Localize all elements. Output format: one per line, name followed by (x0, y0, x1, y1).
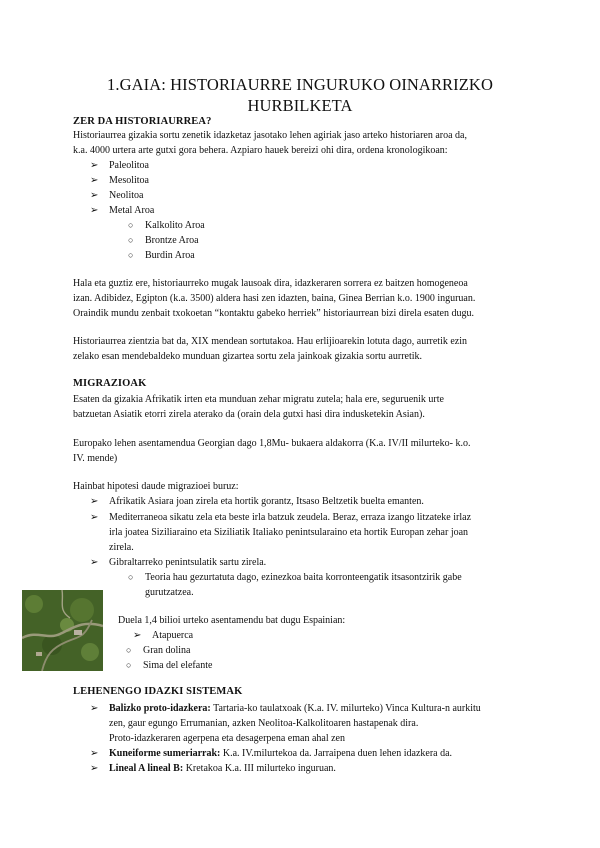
sub-list-item: ○ Brontze Aroa (128, 235, 199, 246)
sub-list-item (128, 570, 528, 600)
heading-migrazioak: MIGRAZIOAK (73, 378, 147, 389)
paragraph (73, 276, 528, 321)
heading-historiaurrea: ZER DA HISTORIAURREA? (73, 116, 212, 127)
arrow-bullet-icon: ➢ (90, 748, 99, 759)
list-item: ➢ Kuneiforme sumeriarrak: K.a. IV.milurtekoa da. Jarraipena duen lehen idazkera da. (90, 748, 453, 759)
text-line: Europako lehen asentamendua Georgian dago 1,8Mu- bukaera aldakorra (K.a. IV/II milurteko- k.o. (73, 438, 471, 449)
sub-list-item: ○ Kalkolito Aroa (128, 220, 205, 231)
arrow-bullet-icon: ➢ (90, 763, 99, 774)
arrow-bullet-icon: ➢ (90, 160, 99, 171)
arrow-bullet-icon: ➢ (90, 512, 99, 523)
list-item: ➢ Lineal A lineal B: Kretakoa K.a. III milurteko inguruan. (90, 763, 336, 774)
text-line: zelako esan mendebaldeko munduan gizartea sortu zela jainkoak gizakia sortu aurretik. (73, 351, 423, 362)
arrow-bullet-icon: ➢ (90, 496, 99, 507)
list-item: ➢ Mesolitoa (90, 175, 149, 186)
text-line: Balizko proto-idazkera: Tartaria-ko taulatxoak (K.a. IV. milurteko) Vinca Kultura-n aurkitu (109, 703, 481, 714)
arrow-bullet-icon: ➢ (90, 557, 99, 568)
circle-bullet-icon: ○ (128, 235, 134, 245)
text-line: Historiaurrea gizakia sortu zenetik idazketaz jasotako lehen agiriak jaso arteko historiaren aroa da, (73, 130, 467, 141)
intro-paragraph (73, 128, 528, 158)
text-line: irla joatea Siziliaraino eta Siziliatik Italiako penintsularaino eta hortik Europan zehar joan (109, 527, 469, 538)
text-line: batzuetan Asiatik etorri zirela aterako da (orain dela gutxi hasi dira indusketekin Asian). (73, 409, 425, 420)
arrow-bullet-icon: ➢ (90, 175, 99, 186)
text-line: Hala eta guztiz ere, historiaurreko mugak lausoak dira, idazkeraren sorrera ez baitzen homogeneoa (73, 278, 468, 289)
arrow-bullet-icon: ➢ (90, 190, 99, 201)
list-item (90, 701, 528, 746)
text-line: Teoria hau gezurtatuta dago, ezinezkoa baita korronteengatik itsasontzirik gabe (145, 572, 462, 583)
map-image (22, 590, 103, 671)
paragraph (73, 334, 528, 364)
circle-bullet-icon: ○ (126, 660, 132, 670)
sub-list-item: ○ Sima del elefante (126, 660, 213, 671)
circle-bullet-icon: ○ (128, 250, 134, 260)
list-item (90, 510, 528, 555)
title-line-2: HURBILKETA (247, 96, 353, 115)
page-title (60, 74, 540, 116)
arrow-bullet-icon: ➢ (90, 205, 99, 216)
text-line: Proto-idazkeraren agerpena eta desagerpena eman ahal zen (109, 733, 345, 744)
circle-bullet-icon: ○ (128, 220, 134, 230)
text-line: izan. Adibidez, Egipton (k.a. 3500) aldera hasi zen idazten, baina, Ginea Berrian k.o. 1900 inguruan. (73, 293, 476, 304)
text-line: gurutzatzea. (145, 587, 194, 598)
list-item: ➢ Afrikatik Asiara joan zirela eta hortik gorantz, Itsaso Beltzetik buelta emanten. (90, 496, 424, 507)
title-line-1: 1.GAIA: HISTORIAURRE INGURUKO OINARRIZKO (107, 75, 493, 94)
text-line: Mediterraneoa sikatu zela eta beste irla batzuk zeudela. Beraz, erraza izango litzateke irlaz (109, 512, 472, 523)
text-line: Oraindik mundu zenbait txokoetan “kontaktu gabeko herriek” historiaurrean bizi direla esaten dugu. (73, 308, 474, 319)
paragraph: Hainbat hipotesi daude migrazioei buruz: (73, 481, 239, 492)
heading-idazki-sistemak: LEHENENGO IDAZKI SISTEMAK (73, 686, 243, 697)
list-item: ➢ Atapuerca (133, 630, 194, 641)
sub-list-item: ○ Gran dolina (126, 645, 191, 656)
paragraph (73, 392, 528, 422)
list-item: ➢ Paleolitoa (90, 160, 149, 171)
text-line: Historiaurrea zientzia bat da, XIX mendean sortutakoa. Hau erlijioarekin lotuta dago, aurretik ezin (73, 336, 468, 347)
paragraph (73, 436, 528, 466)
sub-list-item: ○ Burdin Aroa (128, 250, 195, 261)
text-line: zirela. (109, 542, 134, 553)
text-line: k.a. 4000 urtera arte gutxi gora behera. Azpiaro hauek bereizi ohi dira, ordena kronologikoan: (73, 145, 448, 156)
circle-bullet-icon: ○ (126, 645, 132, 655)
list-item: ➢ Metal Aroa (90, 205, 155, 216)
satellite-map-icon (22, 590, 103, 671)
arrow-bullet-icon: ➢ (90, 703, 99, 714)
list-item: ➢ Gibraltarreko penintsulatik sartu zirela. (90, 557, 267, 568)
circle-bullet-icon: ○ (128, 572, 134, 582)
arrow-bullet-icon: ➢ (133, 630, 142, 641)
text-line: zen, gaur egungo Errumanian, azken Neolitoa-Kalkolitoaren hastapenak dira. (109, 718, 419, 729)
text-line: Duela 1,4 bilioi urteko asentamendu bat dugu Espainian: (118, 615, 346, 626)
list-item: ➢ Neolitoa (90, 190, 144, 201)
text-line: Esaten da gizakia Afrikatik irten eta munduan zehar migratu zutela; hala ere, seguruenik urte (73, 394, 444, 405)
text-line: IV. mende) (73, 453, 118, 464)
